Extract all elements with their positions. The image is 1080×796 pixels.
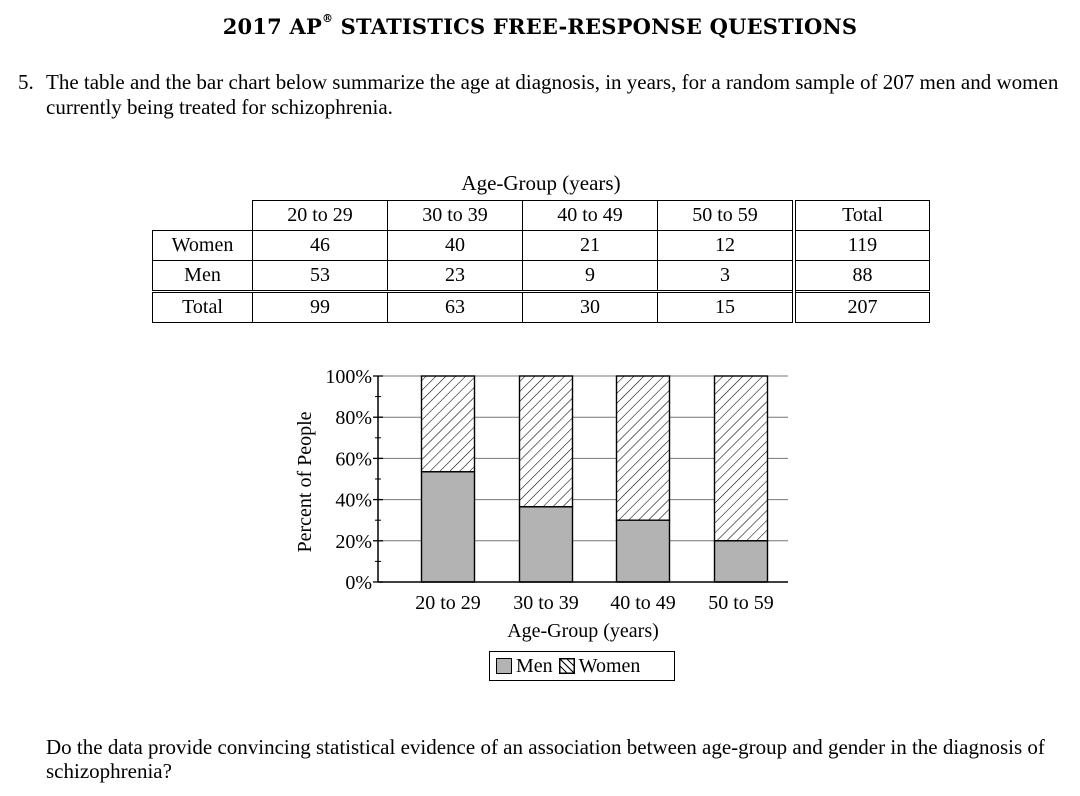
x-axis-label: Age-Group (years): [507, 620, 659, 642]
bar-men: [520, 507, 573, 582]
women-hatch-swatch-icon: [559, 658, 575, 674]
question-number: 5.: [18, 70, 34, 94]
row-label: Women: [153, 231, 253, 261]
legend-label-women: Women: [578, 654, 641, 677]
header-title-pre: 2017 AP: [222, 14, 322, 39]
y-tick-label: 100%: [325, 366, 372, 388]
y-tick-label: 60%: [335, 448, 372, 471]
table-cell-total: 119: [794, 231, 930, 261]
question-text: The table and the bar chart below summarize the age at diagnosis, in years, for a random sample of 207 men and women currently being treated for schizophrenia.: [46, 70, 1059, 119]
table-cell: 40: [388, 231, 523, 261]
header-title-post: STATISTICS FREE-RESPONSE QUESTIONS: [333, 14, 858, 39]
table-cell: 46: [253, 231, 388, 261]
question-followup: Do the data provide convincing statistical evidence of an association between age-group and gender in the diagnosis of schizophrenia?: [46, 735, 1045, 783]
table-cell: 21: [523, 231, 658, 261]
chart-bars: [422, 376, 768, 582]
column-header: 50 to 59: [658, 201, 795, 231]
table-cell-total: 207: [794, 292, 930, 323]
y-tick-label: 80%: [335, 407, 372, 430]
column-header-total: Total: [794, 201, 930, 231]
row-label: Total: [153, 292, 253, 323]
legend-label-men: Men: [516, 654, 553, 677]
y-tick-label: 20%: [335, 530, 372, 553]
table-cell: 23: [388, 261, 523, 292]
legend-item-women: [559, 655, 641, 678]
bar-women: [422, 376, 475, 472]
table-cell: 30: [523, 292, 658, 323]
y-axis-label: Percent of People: [294, 411, 316, 553]
table-cell: 99: [253, 292, 388, 323]
column-header: 40 to 49: [523, 201, 658, 231]
column-header: 20 to 29: [253, 201, 388, 231]
table-cell-total: 88: [794, 261, 930, 292]
men-swatch-icon: [496, 658, 512, 674]
legend-item-men: [496, 655, 553, 678]
table-cell: 63: [388, 292, 523, 323]
x-tick-label: 40 to 49: [610, 592, 676, 614]
x-tick-label: 20 to 29: [415, 592, 481, 614]
table-cell: 53: [253, 261, 388, 292]
row-label: Men: [153, 261, 253, 292]
table-cell: 15: [658, 292, 795, 323]
y-tick-label: 40%: [335, 489, 372, 512]
registered-mark: ®: [321, 12, 334, 25]
table-title: Age-Group (years): [461, 171, 621, 195]
chart-legend: [489, 651, 675, 681]
x-tick-label: 30 to 39: [513, 592, 579, 614]
table-cell: 3: [658, 261, 795, 292]
bar-women: [715, 376, 768, 541]
column-header: 30 to 39: [388, 201, 523, 231]
table-cell: 12: [658, 231, 795, 261]
bar-men: [422, 472, 475, 582]
bar-men: [617, 520, 670, 582]
table-cell: 9: [523, 261, 658, 292]
x-tick-label: 50 to 59: [708, 592, 774, 614]
bar-women: [520, 376, 573, 507]
bar-women: [617, 376, 670, 520]
bar-men: [715, 541, 768, 582]
y-tick-label: 0%: [345, 572, 372, 594]
